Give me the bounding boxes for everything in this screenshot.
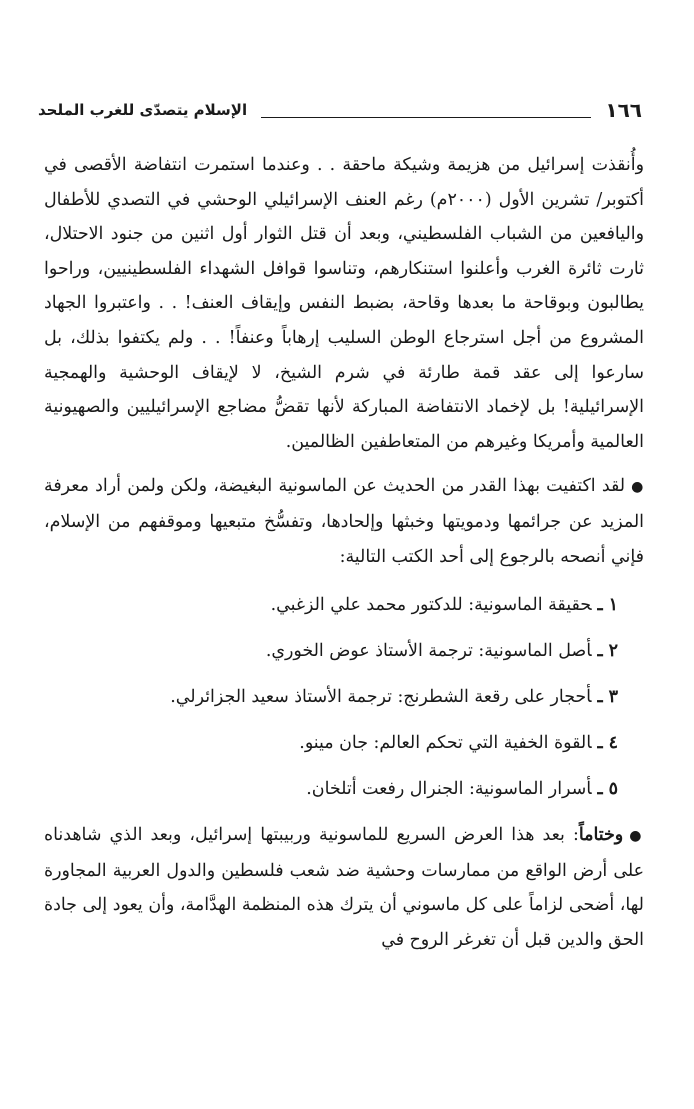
- paragraph-gap: [44, 459, 644, 469]
- list-item-text: أحجار على رقعة الشطرنج: ترجمة الأستاذ سعيد الجزائرلي.: [170, 687, 592, 708]
- paragraph-3-text: : بعد هذا العرض السريع للماسونية وربيبتها إسرائيل، وبعد الذي شاهدناه على أرض الواقع من ممارسات وحشية ضد شعب فلسطين والدول العربية المجاورة لها، أضحى لزاماً على كل ماسوني أن يترك هذه المنظمة الهدَّامة، وأن يعود إلى جادة الحق والدين قبل أن تغرغر الروح في: [44, 825, 644, 950]
- list-item: [44, 766, 618, 812]
- list-item: [44, 720, 618, 766]
- bullet-icon: ●: [631, 479, 644, 496]
- list-item-number: ٢ ـ: [597, 641, 618, 662]
- list-item: [44, 628, 618, 674]
- paragraph-2-text: لقد اكتفيت بهذا القدر من الحديث عن الماسونية البغيضة، ولكن ولمن أراد معرفة المزيد عن جرائمها ودمويتها وخبثها وإلحادها، وتفسُّخ متبعيها وموقفهم من الإسلام، فإني أنصحه بالرجوع إلى أحد الكتب التالية:: [44, 476, 644, 567]
- list-item-number: ٥ ـ: [597, 779, 618, 800]
- body-text: [44, 148, 644, 958]
- list-item-text: حقيقة الماسونية: للدكتور محمد علي الزغبي.: [270, 595, 592, 616]
- list-item-text: القوة الخفية التي تحكم العالم: جان مينو.: [299, 733, 592, 754]
- bullet-icon: ●: [629, 828, 644, 845]
- list-item-number: ٣ ـ: [597, 687, 618, 708]
- paragraph-3: [44, 818, 644, 957]
- paragraph-3-lead: وختاماً: [578, 825, 624, 846]
- running-title: الإسلام يتصدّى للغرب الملحد: [38, 101, 248, 119]
- book-list: [44, 582, 644, 812]
- page-header: [38, 92, 642, 122]
- paragraph-1: وأُنقذت إسرائيل من هزيمة وشيكة ماحقة . . وعندما استمرت انتفاضة الأقصى في أكتوبر/ تشرين الأول (٢٠٠٠م) رغم العنف الإسرائيلي الوحشي في التصدي للأطفال واليافعين من الشباب الفلسطيني، وبعد أن قتل الثوار أول اثنين من جنود الاحتلال، ثارت ثائرة الغرب وأعلنوا استنكارهم، وتناسوا قوافل الشهداء الفلسطينيين، وراحوا يطالبون وبوقاحة ما بعدها وقاحة، بضبط النفس وإيقاف العنف! . . واعتبروا الجهاد المشروع من أجل استرجاع الوطن السليب إرهاباً وعنفاً! . . ولم يكتفوا بذلك، بل سارعوا إلى عقد قمة طارئة في شرم الشيخ، لا لإيقاف الوحشية والهمجية الإسرائيلية! بل لإخماد الانتفاضة المباركة لأنها تقضُّ مضاجع الإسرائيليين والصهيونية العالمية وأمريكا وغيرهم من المتعاطفين الظالمين.: [44, 155, 644, 452]
- list-item: [44, 582, 618, 628]
- list-item-text: أسرار الماسونية: الجنرال رفعت أتلخان.: [306, 779, 592, 800]
- page-number: ١٦٦: [605, 98, 642, 122]
- list-item-number: ٤ ـ: [597, 733, 618, 754]
- list-item-text: أصل الماسونية: ترجمة الأستاذ عوض الخوري.: [265, 641, 592, 662]
- paragraph-2: [44, 469, 644, 574]
- header-rule: [261, 117, 591, 118]
- list-item: [44, 674, 618, 720]
- list-item-number: ١ ـ: [597, 595, 618, 616]
